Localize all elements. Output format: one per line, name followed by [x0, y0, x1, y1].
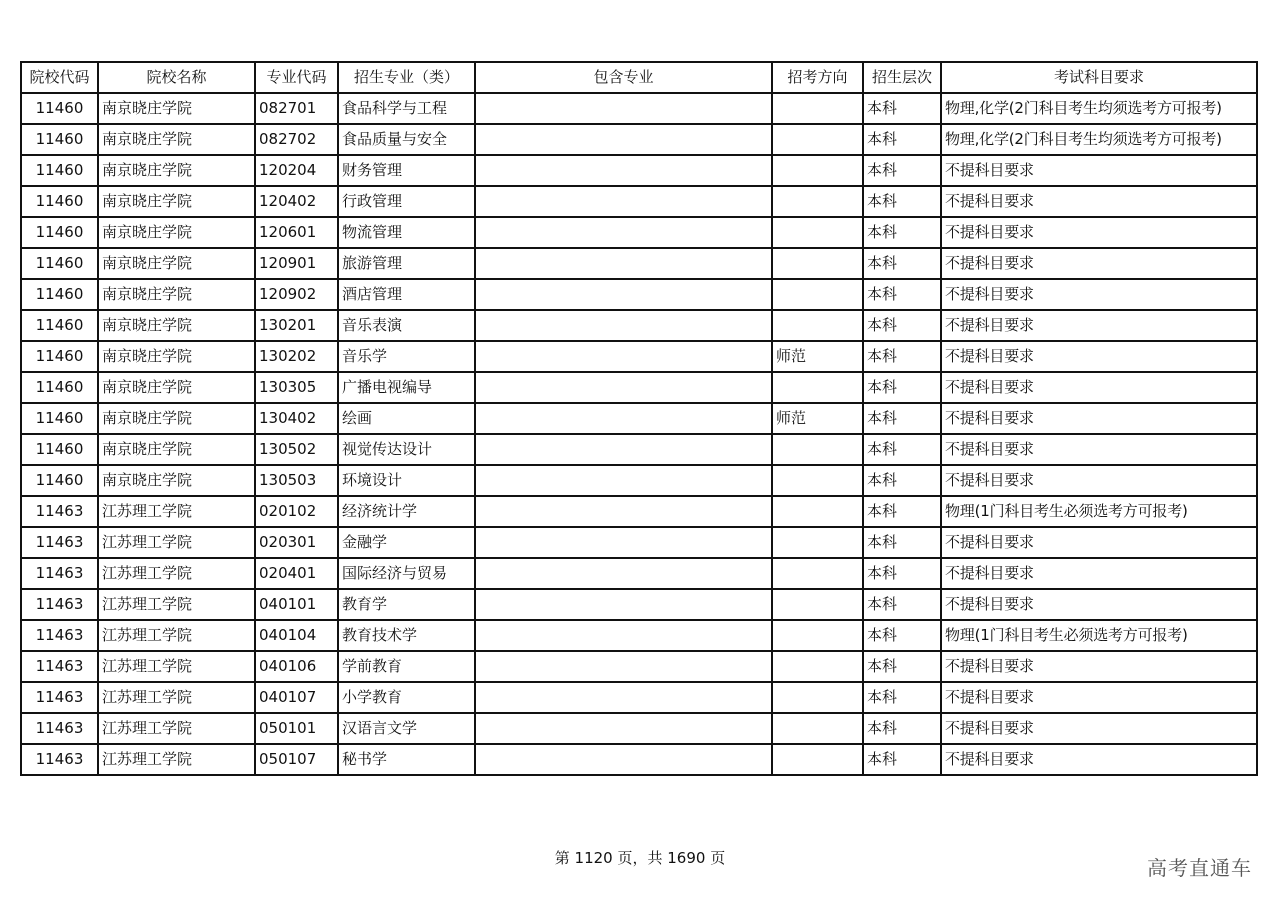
cell-level: 本科 [863, 248, 941, 279]
cell-major-name: 行政管理 [338, 186, 475, 217]
watermark-text: 高考直通车 [1147, 856, 1252, 880]
cell-level: 本科 [863, 558, 941, 589]
cell-level: 本科 [863, 434, 941, 465]
cell-direction [772, 248, 863, 279]
cell-subject-requirement: 不提科目要求 [941, 248, 1257, 279]
cell-major-name: 食品科学与工程 [338, 93, 475, 124]
cell-included-majors [475, 93, 772, 124]
cell-direction [772, 620, 863, 651]
cell-major-code: 040101 [255, 589, 338, 620]
cell-direction [772, 310, 863, 341]
table-row [21, 248, 1257, 279]
table-row [21, 124, 1257, 155]
cell-subject-requirement: 不提科目要求 [941, 186, 1257, 217]
cell-included-majors [475, 651, 772, 682]
cell-school-name: 南京晓庄学院 [98, 465, 255, 496]
cell-major-name: 视觉传达设计 [338, 434, 475, 465]
table-row [21, 620, 1257, 651]
cell-major-code: 040106 [255, 651, 338, 682]
cell-included-majors [475, 186, 772, 217]
cell-level: 本科 [863, 403, 941, 434]
cell-subject-requirement: 不提科目要求 [941, 527, 1257, 558]
cell-school-name: 江苏理工学院 [98, 496, 255, 527]
cell-subject-requirement: 物理,化学(2门科目考生均须选考方可报考) [941, 124, 1257, 155]
cell-subject-requirement: 不提科目要求 [941, 434, 1257, 465]
table-row [21, 403, 1257, 434]
cell-major-name: 绘画 [338, 403, 475, 434]
table-row [21, 465, 1257, 496]
cell-included-majors [475, 713, 772, 744]
cell-included-majors [475, 527, 772, 558]
table-row [21, 341, 1257, 372]
cell-direction [772, 434, 863, 465]
cell-major-name: 音乐学 [338, 341, 475, 372]
cell-school-code: 11460 [21, 403, 98, 434]
cell-school-code: 11463 [21, 682, 98, 713]
cell-major-code: 120902 [255, 279, 338, 310]
cell-school-code: 11460 [21, 279, 98, 310]
cell-school-code: 11460 [21, 155, 98, 186]
cell-school-code: 11460 [21, 341, 98, 372]
cell-school-code: 11463 [21, 496, 98, 527]
table-row [21, 434, 1257, 465]
cell-major-code: 050107 [255, 744, 338, 775]
cell-level: 本科 [863, 310, 941, 341]
cell-level: 本科 [863, 124, 941, 155]
cell-direction [772, 93, 863, 124]
cell-major-code: 130503 [255, 465, 338, 496]
cell-major-code: 020401 [255, 558, 338, 589]
cell-subject-requirement: 不提科目要求 [941, 372, 1257, 403]
cell-direction [772, 186, 863, 217]
table-row [21, 372, 1257, 403]
cell-school-code: 11460 [21, 310, 98, 341]
table-row [21, 527, 1257, 558]
table-row [21, 217, 1257, 248]
cell-direction [772, 589, 863, 620]
cell-level: 本科 [863, 279, 941, 310]
cell-major-code: 130305 [255, 372, 338, 403]
document-sheet [20, 61, 1256, 776]
cell-school-name: 江苏理工学院 [98, 620, 255, 651]
header-major-code: 专业代码 [255, 62, 338, 93]
cell-school-code: 11460 [21, 93, 98, 124]
cell-major-name: 音乐表演 [338, 310, 475, 341]
cell-major-code: 040104 [255, 620, 338, 651]
cell-included-majors [475, 124, 772, 155]
cell-subject-requirement: 不提科目要求 [941, 744, 1257, 775]
cell-major-code: 040107 [255, 682, 338, 713]
cell-direction [772, 372, 863, 403]
cell-school-code: 11460 [21, 434, 98, 465]
cell-subject-requirement: 不提科目要求 [941, 217, 1257, 248]
table-row [21, 155, 1257, 186]
cell-subject-requirement: 不提科目要求 [941, 713, 1257, 744]
cell-subject-requirement: 不提科目要求 [941, 155, 1257, 186]
table-header-row [21, 62, 1257, 93]
cell-major-name: 财务管理 [338, 155, 475, 186]
cell-major-name: 食品质量与安全 [338, 124, 475, 155]
cell-level: 本科 [863, 155, 941, 186]
cell-major-name: 国际经济与贸易 [338, 558, 475, 589]
table-row [21, 279, 1257, 310]
table-body [21, 93, 1257, 775]
cell-school-name: 江苏理工学院 [98, 527, 255, 558]
cell-subject-requirement: 不提科目要求 [941, 341, 1257, 372]
admission-table [20, 61, 1258, 776]
cell-major-code: 120402 [255, 186, 338, 217]
cell-level: 本科 [863, 651, 941, 682]
cell-major-code: 050101 [255, 713, 338, 744]
cell-subject-requirement: 物理(1门科目考生必须选考方可报考) [941, 496, 1257, 527]
header-direction: 招考方向 [772, 62, 863, 93]
cell-included-majors [475, 155, 772, 186]
cell-school-name: 江苏理工学院 [98, 589, 255, 620]
cell-included-majors [475, 558, 772, 589]
cell-direction [772, 744, 863, 775]
cell-school-name: 南京晓庄学院 [98, 310, 255, 341]
cell-major-name: 教育学 [338, 589, 475, 620]
cell-major-code: 120901 [255, 248, 338, 279]
cell-subject-requirement: 不提科目要求 [941, 589, 1257, 620]
cell-subject-requirement: 不提科目要求 [941, 465, 1257, 496]
cell-school-code: 11460 [21, 217, 98, 248]
cell-major-name: 秘书学 [338, 744, 475, 775]
cell-major-name: 汉语言文学 [338, 713, 475, 744]
cell-school-code: 11463 [21, 651, 98, 682]
cell-direction: 师范 [772, 341, 863, 372]
table-row [21, 496, 1257, 527]
cell-school-name: 南京晓庄学院 [98, 341, 255, 372]
cell-school-code: 11463 [21, 558, 98, 589]
table-row [21, 682, 1257, 713]
cell-included-majors [475, 744, 772, 775]
cell-included-majors [475, 372, 772, 403]
cell-school-code: 11463 [21, 527, 98, 558]
table-row [21, 744, 1257, 775]
cell-major-name: 物流管理 [338, 217, 475, 248]
cell-school-name: 南京晓庄学院 [98, 186, 255, 217]
header-major-name: 招生专业（类） [338, 62, 475, 93]
cell-school-code: 11460 [21, 186, 98, 217]
cell-school-name: 南京晓庄学院 [98, 248, 255, 279]
cell-school-code: 11463 [21, 620, 98, 651]
cell-included-majors [475, 341, 772, 372]
cell-major-code: 130201 [255, 310, 338, 341]
cell-direction [772, 217, 863, 248]
cell-school-name: 江苏理工学院 [98, 713, 255, 744]
table-row [21, 186, 1257, 217]
cell-included-majors [475, 589, 772, 620]
cell-subject-requirement: 不提科目要求 [941, 403, 1257, 434]
cell-major-name: 金融学 [338, 527, 475, 558]
cell-school-code: 11463 [21, 589, 98, 620]
cell-level: 本科 [863, 527, 941, 558]
header-school-name: 院校名称 [98, 62, 255, 93]
table-row [21, 558, 1257, 589]
cell-included-majors [475, 279, 772, 310]
cell-school-code: 11460 [21, 372, 98, 403]
cell-direction [772, 465, 863, 496]
cell-school-name: 南京晓庄学院 [98, 93, 255, 124]
cell-major-code: 082701 [255, 93, 338, 124]
cell-school-name: 南京晓庄学院 [98, 124, 255, 155]
cell-major-code: 130402 [255, 403, 338, 434]
cell-level: 本科 [863, 744, 941, 775]
cell-major-name: 旅游管理 [338, 248, 475, 279]
table-row [21, 651, 1257, 682]
cell-subject-requirement: 物理,化学(2门科目考生均须选考方可报考) [941, 93, 1257, 124]
cell-included-majors [475, 465, 772, 496]
cell-included-majors [475, 403, 772, 434]
cell-school-name: 江苏理工学院 [98, 744, 255, 775]
cell-school-code: 11460 [21, 248, 98, 279]
cell-direction [772, 713, 863, 744]
cell-school-name: 江苏理工学院 [98, 558, 255, 589]
cell-direction: 师范 [772, 403, 863, 434]
cell-major-code: 020102 [255, 496, 338, 527]
cell-school-name: 南京晓庄学院 [98, 403, 255, 434]
cell-direction [772, 682, 863, 713]
cell-included-majors [475, 217, 772, 248]
cell-included-majors [475, 434, 772, 465]
cell-major-code: 120601 [255, 217, 338, 248]
cell-level: 本科 [863, 372, 941, 403]
cell-major-name: 学前教育 [338, 651, 475, 682]
table-row [21, 310, 1257, 341]
cell-major-name: 经济统计学 [338, 496, 475, 527]
cell-included-majors [475, 620, 772, 651]
cell-major-code: 082702 [255, 124, 338, 155]
cell-major-name: 环境设计 [338, 465, 475, 496]
cell-level: 本科 [863, 589, 941, 620]
cell-major-code: 130502 [255, 434, 338, 465]
header-subject-requirement: 考试科目要求 [941, 62, 1257, 93]
cell-major-name: 小学教育 [338, 682, 475, 713]
cell-school-name: 江苏理工学院 [98, 682, 255, 713]
cell-subject-requirement: 不提科目要求 [941, 310, 1257, 341]
cell-direction [772, 279, 863, 310]
cell-included-majors [475, 310, 772, 341]
cell-major-name: 酒店管理 [338, 279, 475, 310]
cell-subject-requirement: 不提科目要求 [941, 682, 1257, 713]
cell-subject-requirement: 不提科目要求 [941, 651, 1257, 682]
cell-school-code: 11463 [21, 713, 98, 744]
cell-school-code: 11463 [21, 744, 98, 775]
cell-level: 本科 [863, 620, 941, 651]
cell-direction [772, 527, 863, 558]
cell-direction [772, 496, 863, 527]
cell-level: 本科 [863, 496, 941, 527]
cell-major-code: 130202 [255, 341, 338, 372]
cell-subject-requirement: 不提科目要求 [941, 279, 1257, 310]
table-row [21, 93, 1257, 124]
cell-school-name: 江苏理工学院 [98, 651, 255, 682]
cell-included-majors [475, 496, 772, 527]
cell-school-code: 11460 [21, 465, 98, 496]
header-level: 招生层次 [863, 62, 941, 93]
cell-subject-requirement: 物理(1门科目考生必须选考方可报考) [941, 620, 1257, 651]
cell-major-name: 教育技术学 [338, 620, 475, 651]
cell-direction [772, 651, 863, 682]
cell-school-name: 南京晓庄学院 [98, 217, 255, 248]
cell-school-name: 南京晓庄学院 [98, 279, 255, 310]
cell-school-name: 南京晓庄学院 [98, 434, 255, 465]
cell-major-name: 广播电视编导 [338, 372, 475, 403]
cell-direction [772, 558, 863, 589]
cell-level: 本科 [863, 465, 941, 496]
cell-major-code: 120204 [255, 155, 338, 186]
header-included-majors: 包含专业 [475, 62, 772, 93]
cell-level: 本科 [863, 93, 941, 124]
table-row [21, 713, 1257, 744]
cell-direction [772, 124, 863, 155]
cell-level: 本科 [863, 186, 941, 217]
cell-direction [772, 155, 863, 186]
cell-level: 本科 [863, 341, 941, 372]
cell-level: 本科 [863, 217, 941, 248]
table-row [21, 589, 1257, 620]
header-school-code: 院校代码 [21, 62, 98, 93]
cell-major-code: 020301 [255, 527, 338, 558]
cell-level: 本科 [863, 713, 941, 744]
cell-subject-requirement: 不提科目要求 [941, 558, 1257, 589]
cell-school-code: 11460 [21, 124, 98, 155]
cell-school-name: 南京晓庄学院 [98, 155, 255, 186]
cell-included-majors [475, 682, 772, 713]
cell-included-majors [475, 248, 772, 279]
page-number: 第 1120 页，共 1690 页 [554, 849, 726, 867]
cell-school-name: 南京晓庄学院 [98, 372, 255, 403]
cell-level: 本科 [863, 682, 941, 713]
